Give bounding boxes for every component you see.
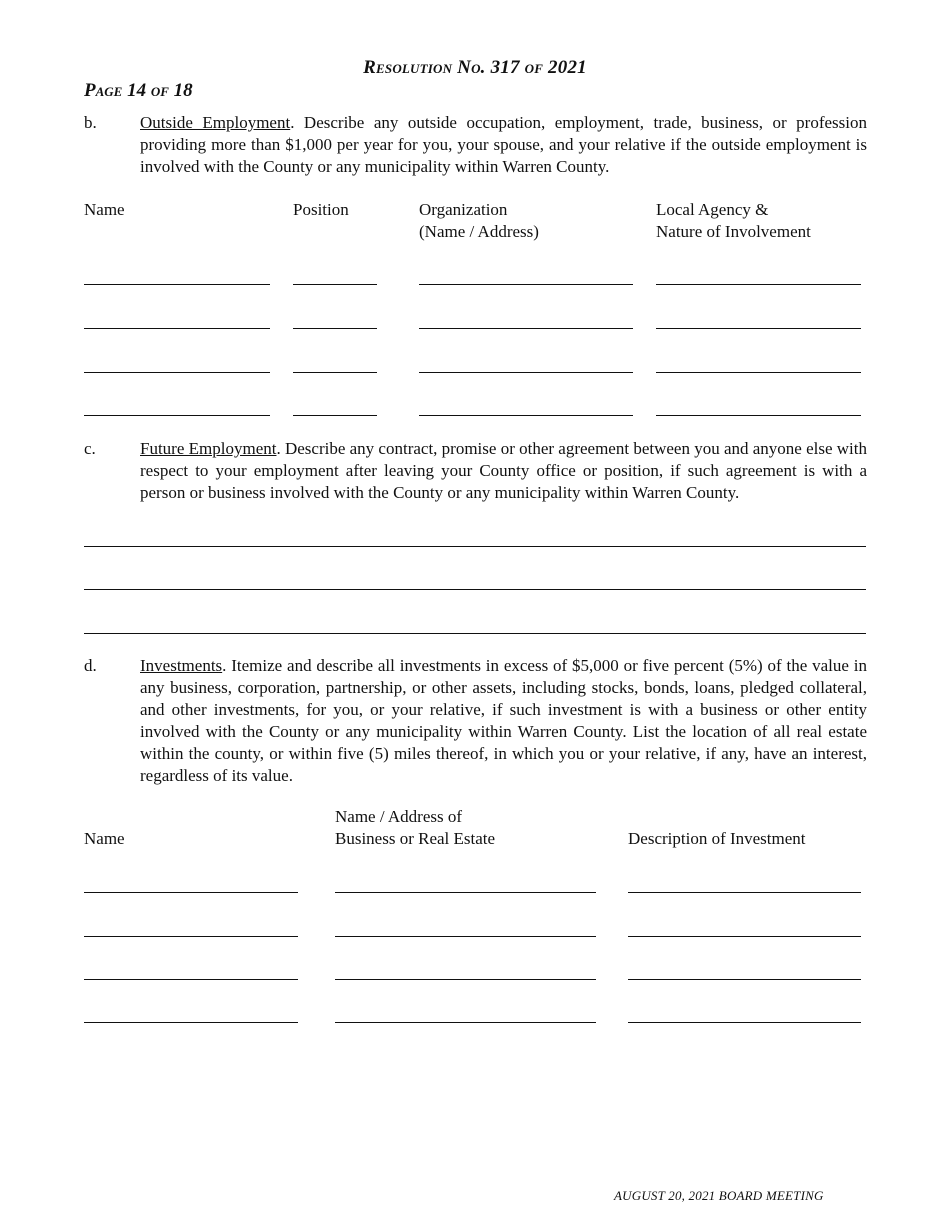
section-b-agency-blank[interactable] <box>656 328 861 329</box>
section-b-col-agency <box>656 199 811 243</box>
section-d-address-blank[interactable] <box>335 1022 596 1023</box>
section-d-description-blank[interactable] <box>628 936 861 937</box>
section-d-description-blank[interactable] <box>628 979 861 980</box>
section-b-position-blank[interactable] <box>293 284 377 285</box>
section-d-address-blank[interactable] <box>335 936 596 937</box>
section-c-text <box>140 438 867 504</box>
section-b-agency-blank[interactable] <box>656 415 861 416</box>
section-d-text <box>140 655 867 787</box>
section-b-name-blank[interactable] <box>84 415 270 416</box>
section-d-letter: d. <box>84 656 97 675</box>
section-b-col-agency-line2: Nature of Involvement <box>656 222 811 241</box>
section-b-position-blank[interactable] <box>293 415 377 416</box>
section-d-address-blank[interactable] <box>335 892 596 893</box>
page-number: Page 14 of 18 <box>84 80 193 101</box>
section-d-description-blank[interactable] <box>628 892 861 893</box>
section-b-name-blank[interactable] <box>84 328 270 329</box>
section-b-organization-blank[interactable] <box>419 328 633 329</box>
section-d-description-blank[interactable] <box>628 1022 861 1023</box>
section-c-heading: Future Employment <box>140 439 277 458</box>
section-b-position-blank[interactable] <box>293 372 377 373</box>
section-d-col-name: Name <box>84 829 125 848</box>
section-b-text <box>140 112 867 178</box>
section-b-position-blank[interactable] <box>293 328 377 329</box>
section-b-letter: b. <box>84 113 97 132</box>
footer-meeting-date: AUGUST 20, 2021 BOARD MEETING <box>614 1188 824 1203</box>
section-c-body: . Describe any contract, promise or other agreement between you and anyone else with respect to your employment after leaving your County office or position, if such agreement is with a person or business involved with the County or any municipality within Warren County. <box>140 439 867 502</box>
section-b-col-name: Name <box>84 200 125 219</box>
section-b-agency-blank[interactable] <box>656 372 861 373</box>
section-d-col-address <box>335 806 495 850</box>
section-d-name-blank[interactable] <box>84 1022 298 1023</box>
section-b-heading: Outside Employment <box>140 113 291 132</box>
section-d-name-blank[interactable] <box>84 936 298 937</box>
section-b-name-blank[interactable] <box>84 284 270 285</box>
section-c-blank-line[interactable] <box>84 589 866 590</box>
section-d-heading: Investments <box>140 656 223 675</box>
resolution-title: Resolution No. 317 of 2021 <box>363 57 587 78</box>
section-b-col-agency-line1: Local Agency & <box>656 200 769 219</box>
section-c-blank-line[interactable] <box>84 633 866 634</box>
section-c-blank-line[interactable] <box>84 546 866 547</box>
section-d-body: . Itemize and describe all investments in excess of $5,000 or five percent (5%) of the value in any business, corporation, partnership, or other assets, including stocks, bonds, loans, pledged collateral, and other investments, for you, or your relative, if such investment is with a business or other entity involved with the County or any municipality within Warren County. List the location of all real estate within the county, or within five (5) miles thereof, in which you or your relative, if any, have an interest, regardless of its value. <box>140 656 867 785</box>
section-d-col-address-line2: Business or Real Estate <box>335 829 496 848</box>
section-d-name-blank[interactable] <box>84 979 298 980</box>
section-b-col-organization-line1: Organization <box>419 200 508 219</box>
section-b-agency-blank[interactable] <box>656 284 861 285</box>
section-b-organization-blank[interactable] <box>419 415 633 416</box>
section-b-name-blank[interactable] <box>84 372 270 373</box>
section-b-col-position: Position <box>293 200 349 219</box>
section-d-col-description: Description of Investment <box>628 829 806 848</box>
section-b-col-organization <box>419 199 539 243</box>
section-b-organization-blank[interactable] <box>419 284 633 285</box>
section-c-letter: c. <box>84 439 96 458</box>
section-b-col-organization-line2: (Name / Address) <box>419 222 539 241</box>
section-d-name-blank[interactable] <box>84 892 298 893</box>
section-b-organization-blank[interactable] <box>419 372 633 373</box>
section-d-address-blank[interactable] <box>335 979 596 980</box>
section-d-col-address-line1: Name / Address of <box>335 807 463 826</box>
section-b-body: . Describe any outside occupation, employment, trade, business, or profession providing more than $1,000 per year for you, your spouse, and your relative if the outside employment is involved with the County or any municipality within Warren County. <box>140 113 867 176</box>
